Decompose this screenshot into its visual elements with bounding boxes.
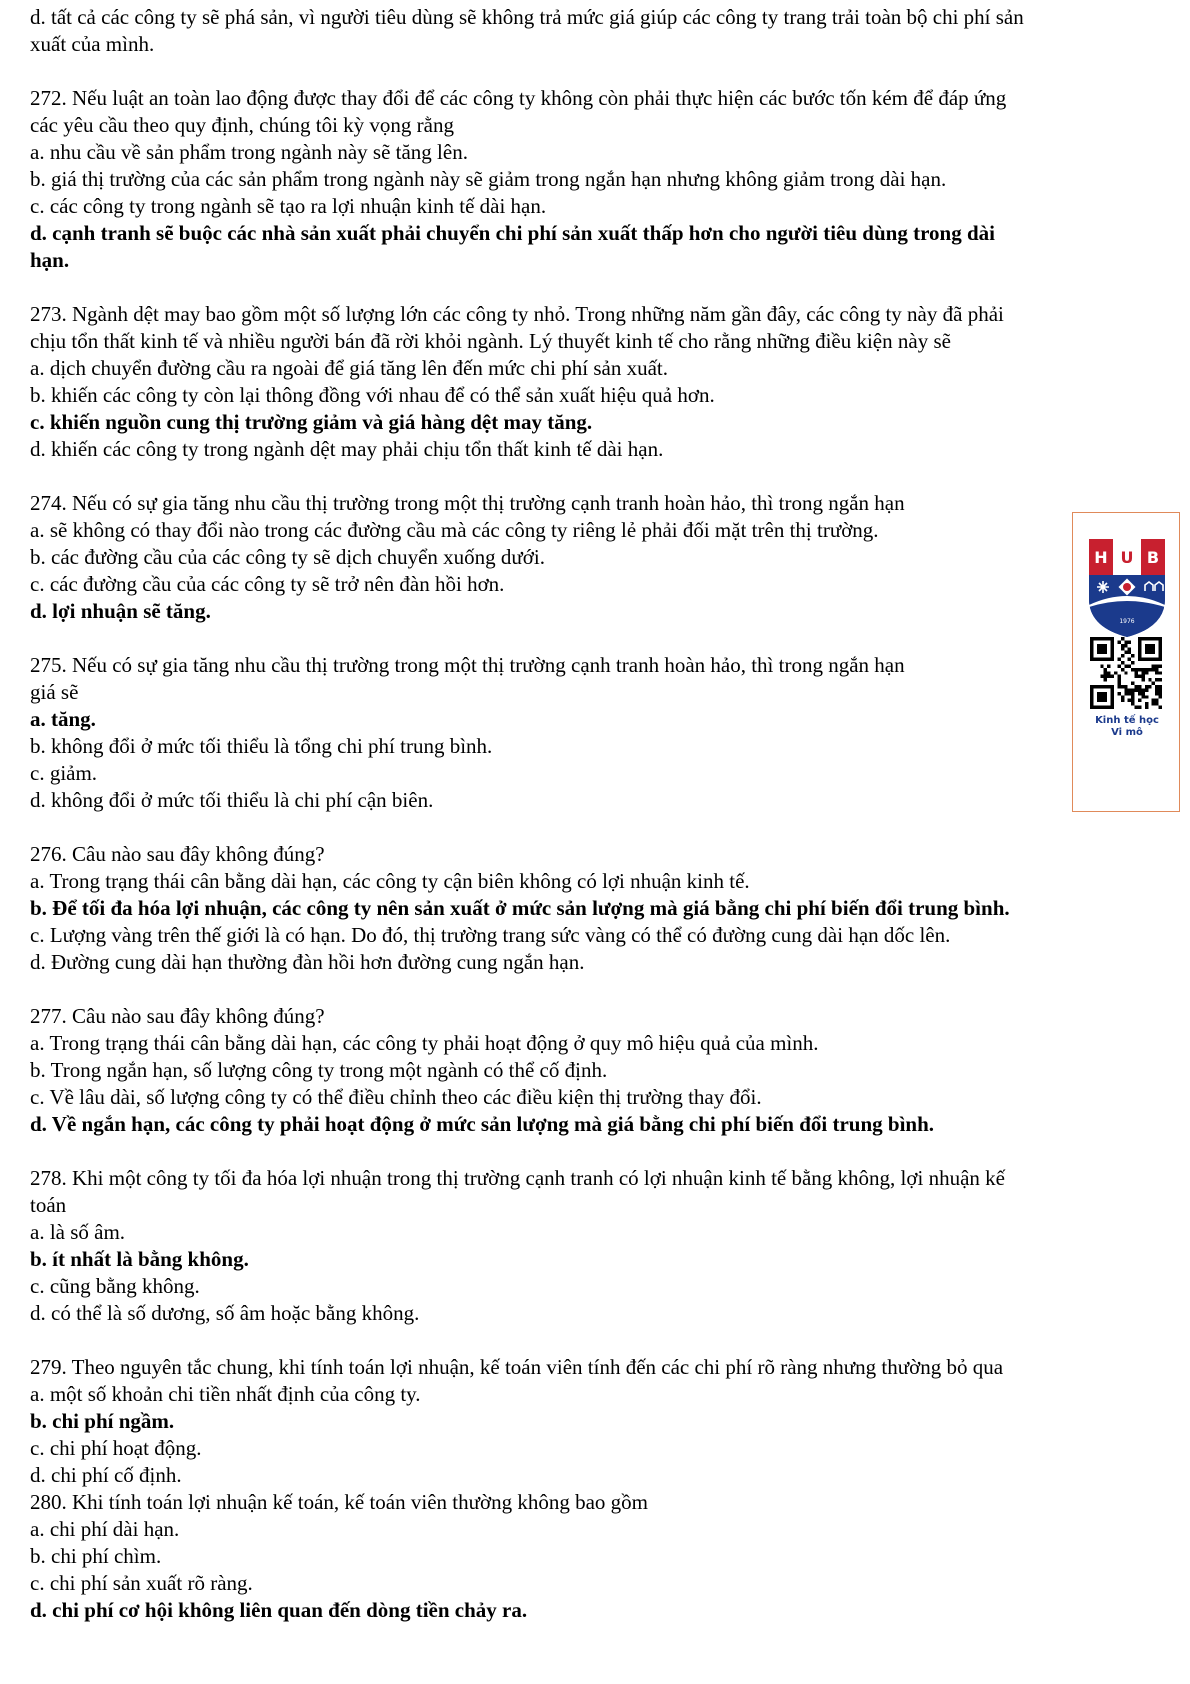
text-line: 274. Nếu có sự gia tăng nhu cầu thị trường trong một thị trường cạnh tranh hoàn hảo, thì trong ngắn hạn (30, 491, 905, 515)
text-line: c. các công ty trong ngành sẽ tạo ra lợi nhuận kinh tế dài hạn. (30, 194, 547, 218)
text-line: a. dịch chuyển đường cầu ra ngoài để giá tăng lên đến mức chi phí sản xuất. (30, 356, 668, 380)
blank-line (30, 814, 1160, 841)
text-line: toán (30, 1193, 67, 1217)
text-line: 278. Khi một công ty tối đa hóa lợi nhuận trong thị trường cạnh tranh có lợi nhuận kinh tế bằng không, lợi nhuận kế (30, 1166, 1005, 1190)
text-line: a. chi phí dài hạn. (30, 1517, 180, 1541)
answer-line: a. tăng. (30, 707, 96, 731)
text-line: d. Đường cung dài hạn thường đàn hồi hơn đường cung ngắn hạn. (30, 950, 585, 974)
text-line: 277. Câu nào sau đây không đúng? (30, 1004, 325, 1028)
hub-logo-icon (1085, 535, 1169, 639)
text-line: a. Trong trạng thái cân bằng dài hạn, các công ty phải hoạt động ở quy mô hiệu quả của mình. (30, 1031, 819, 1055)
answer-line: d. cạnh tranh sẽ buộc các nhà sản xuất phải chuyển chi phí sản xuất thấp hơn cho người tiêu dùng trong dài (30, 221, 995, 245)
document-page (30, 4, 1160, 1624)
answer-line: b. chi phí ngầm. (30, 1409, 175, 1433)
text-line: b. các đường cầu của các công ty sẽ dịch chuyển xuống dưới. (30, 545, 545, 569)
answer-line: d. chi phí cơ hội không liên quan đến dòng tiền chảy ra. (30, 1598, 528, 1622)
text-line: a. Trong trạng thái cân bằng dài hạn, các công ty cận biên không có lợi nhuận kinh tế. (30, 869, 750, 893)
text-line: a. nhu cầu về sản phẩm trong ngành này sẽ tăng lên. (30, 140, 468, 164)
text-line: a. sẽ không có thay đổi nào trong các đường cầu mà các công ty riêng lẻ phải đối mặt trên thị trường. (30, 518, 879, 542)
answer-line: b. Để tối đa hóa lợi nhuận, các công ty nên sản xuất ở mức sản lượng mà giá bằng chi phí biến đổi trung bình. (30, 896, 1010, 920)
qr-code-icon[interactable] (1090, 637, 1162, 709)
text-line: 276. Câu nào sau đây không đúng? (30, 842, 325, 866)
text-line: b. chi phí chìm. (30, 1544, 162, 1568)
text-line: d. khiến các công ty trong ngành dệt may phải chịu tổn thất kinh tế dài hạn. (30, 437, 664, 461)
text-line: giá sẽ (30, 680, 79, 704)
text-line: c. chi phí hoạt động. (30, 1436, 202, 1460)
text-line: d. có thể là số dương, số âm hoặc bằng không. (30, 1301, 420, 1325)
logo-year: 1976 (1119, 618, 1135, 625)
ad-caption-title: Kinh tế học (1095, 715, 1159, 726)
text-line: 272. Nếu luật an toàn lao động được thay đổi để các công ty không còn phải thực hiện các bước tốn kém để đáp ứng (30, 86, 1007, 110)
text-line: d. chi phí cố định. (30, 1463, 182, 1487)
text-line: b. không đổi ở mức tối thiểu là tổng chi phí trung bình. (30, 734, 493, 758)
text-line: b. giá thị trường của các sản phẩm trong ngành này sẽ giảm trong ngắn hạn nhưng không giảm trong dài hạn. (30, 167, 947, 191)
blank-line (30, 463, 1160, 490)
logo-letter-h: H (1094, 548, 1108, 567)
text-line: d. không đổi ở mức tối thiểu là chi phí cận biên. (30, 788, 434, 812)
blank-line (30, 1138, 1160, 1165)
text-line: c. Lượng vàng trên thế giới là có hạn. Do đó, thị trường trang sức vàng có thể có đường cung dài hạn dốc lên. (30, 923, 951, 947)
text-line: c. cũng bằng không. (30, 1274, 200, 1298)
text-line: c. các đường cầu của các công ty sẽ trở nên đàn hồi hơn. (30, 572, 505, 596)
blank-line (30, 625, 1050, 652)
text-line: d. tất cả các công ty sẽ phá sản, vì người tiêu dùng sẽ không trả mức giá giúp các công ty trang trải toàn bộ chi phí sản (30, 5, 1024, 29)
text-line: xuất của mình. (30, 32, 155, 56)
text-line: 273. Ngành dệt may bao gồm một số lượng lớn các công ty nhỏ. Trong những năm gần đây, các công ty này đã phải (30, 302, 1004, 326)
logo-letter-b: B (1146, 548, 1160, 567)
answer-line: d. Về ngắn hạn, các công ty phải hoạt động ở mức sản lượng mà giá bằng chi phí biến đổi trung bình. (30, 1112, 935, 1136)
blank-line (30, 274, 1160, 301)
answer-line: b. ít nhất là bằng không. (30, 1247, 249, 1271)
blank-line (30, 58, 1160, 85)
logo-letter-u: U (1120, 548, 1134, 567)
blank-line (30, 1327, 1160, 1354)
text-line: 275. Nếu có sự gia tăng nhu cầu thị trường trong một thị trường cạnh tranh hoàn hảo, thì trong ngắn hạn (30, 653, 905, 677)
text-line: 279. Theo nguyên tắc chung, khi tính toán lợi nhuận, kế toán viên tính đến các chi phí rõ ràng nhưng thường bỏ qua (30, 1355, 1004, 1379)
text-line: b. Trong ngắn hạn, số lượng công ty trong một ngành có thể cố định. (30, 1058, 608, 1082)
text-line: b. khiến các công ty còn lại thông đồng với nhau để có thể sản xuất hiệu quả hơn. (30, 383, 715, 407)
text-line: các yêu cầu theo quy định, chúng tôi kỳ vọng rằng (30, 113, 454, 137)
text-line: c. chi phí sản xuất rõ ràng. (30, 1571, 253, 1595)
text-line: a. là số âm. (30, 1220, 126, 1244)
text-line: chịu tổn thất kinh tế và nhiều người bán đã rời khỏi ngành. Lý thuyết kinh tế cho rằng những điều kiện này sẽ (30, 329, 951, 353)
answer-line: d. lợi nhuận sẽ tăng. (30, 599, 211, 623)
text-line: c. Về lâu dài, số lượng công ty có thể điều chỉnh theo các điều kiện thị trường thay đổi. (30, 1085, 762, 1109)
text-line: 280. Khi tính toán lợi nhuận kế toán, kế toán viên thường không bao gồm (30, 1490, 649, 1514)
ad-caption-subtitle: Vi mô (1111, 727, 1143, 738)
answer-line: c. khiến nguồn cung thị trường giảm và giá hàng dệt may tăng. (30, 410, 593, 434)
answer-line: hạn. (30, 248, 70, 272)
text-line: c. giảm. (30, 761, 98, 785)
text-line: a. một số khoản chi tiền nhất định của công ty. (30, 1382, 421, 1406)
side-ad-box[interactable] (1072, 512, 1180, 812)
blank-line (30, 976, 1160, 1003)
